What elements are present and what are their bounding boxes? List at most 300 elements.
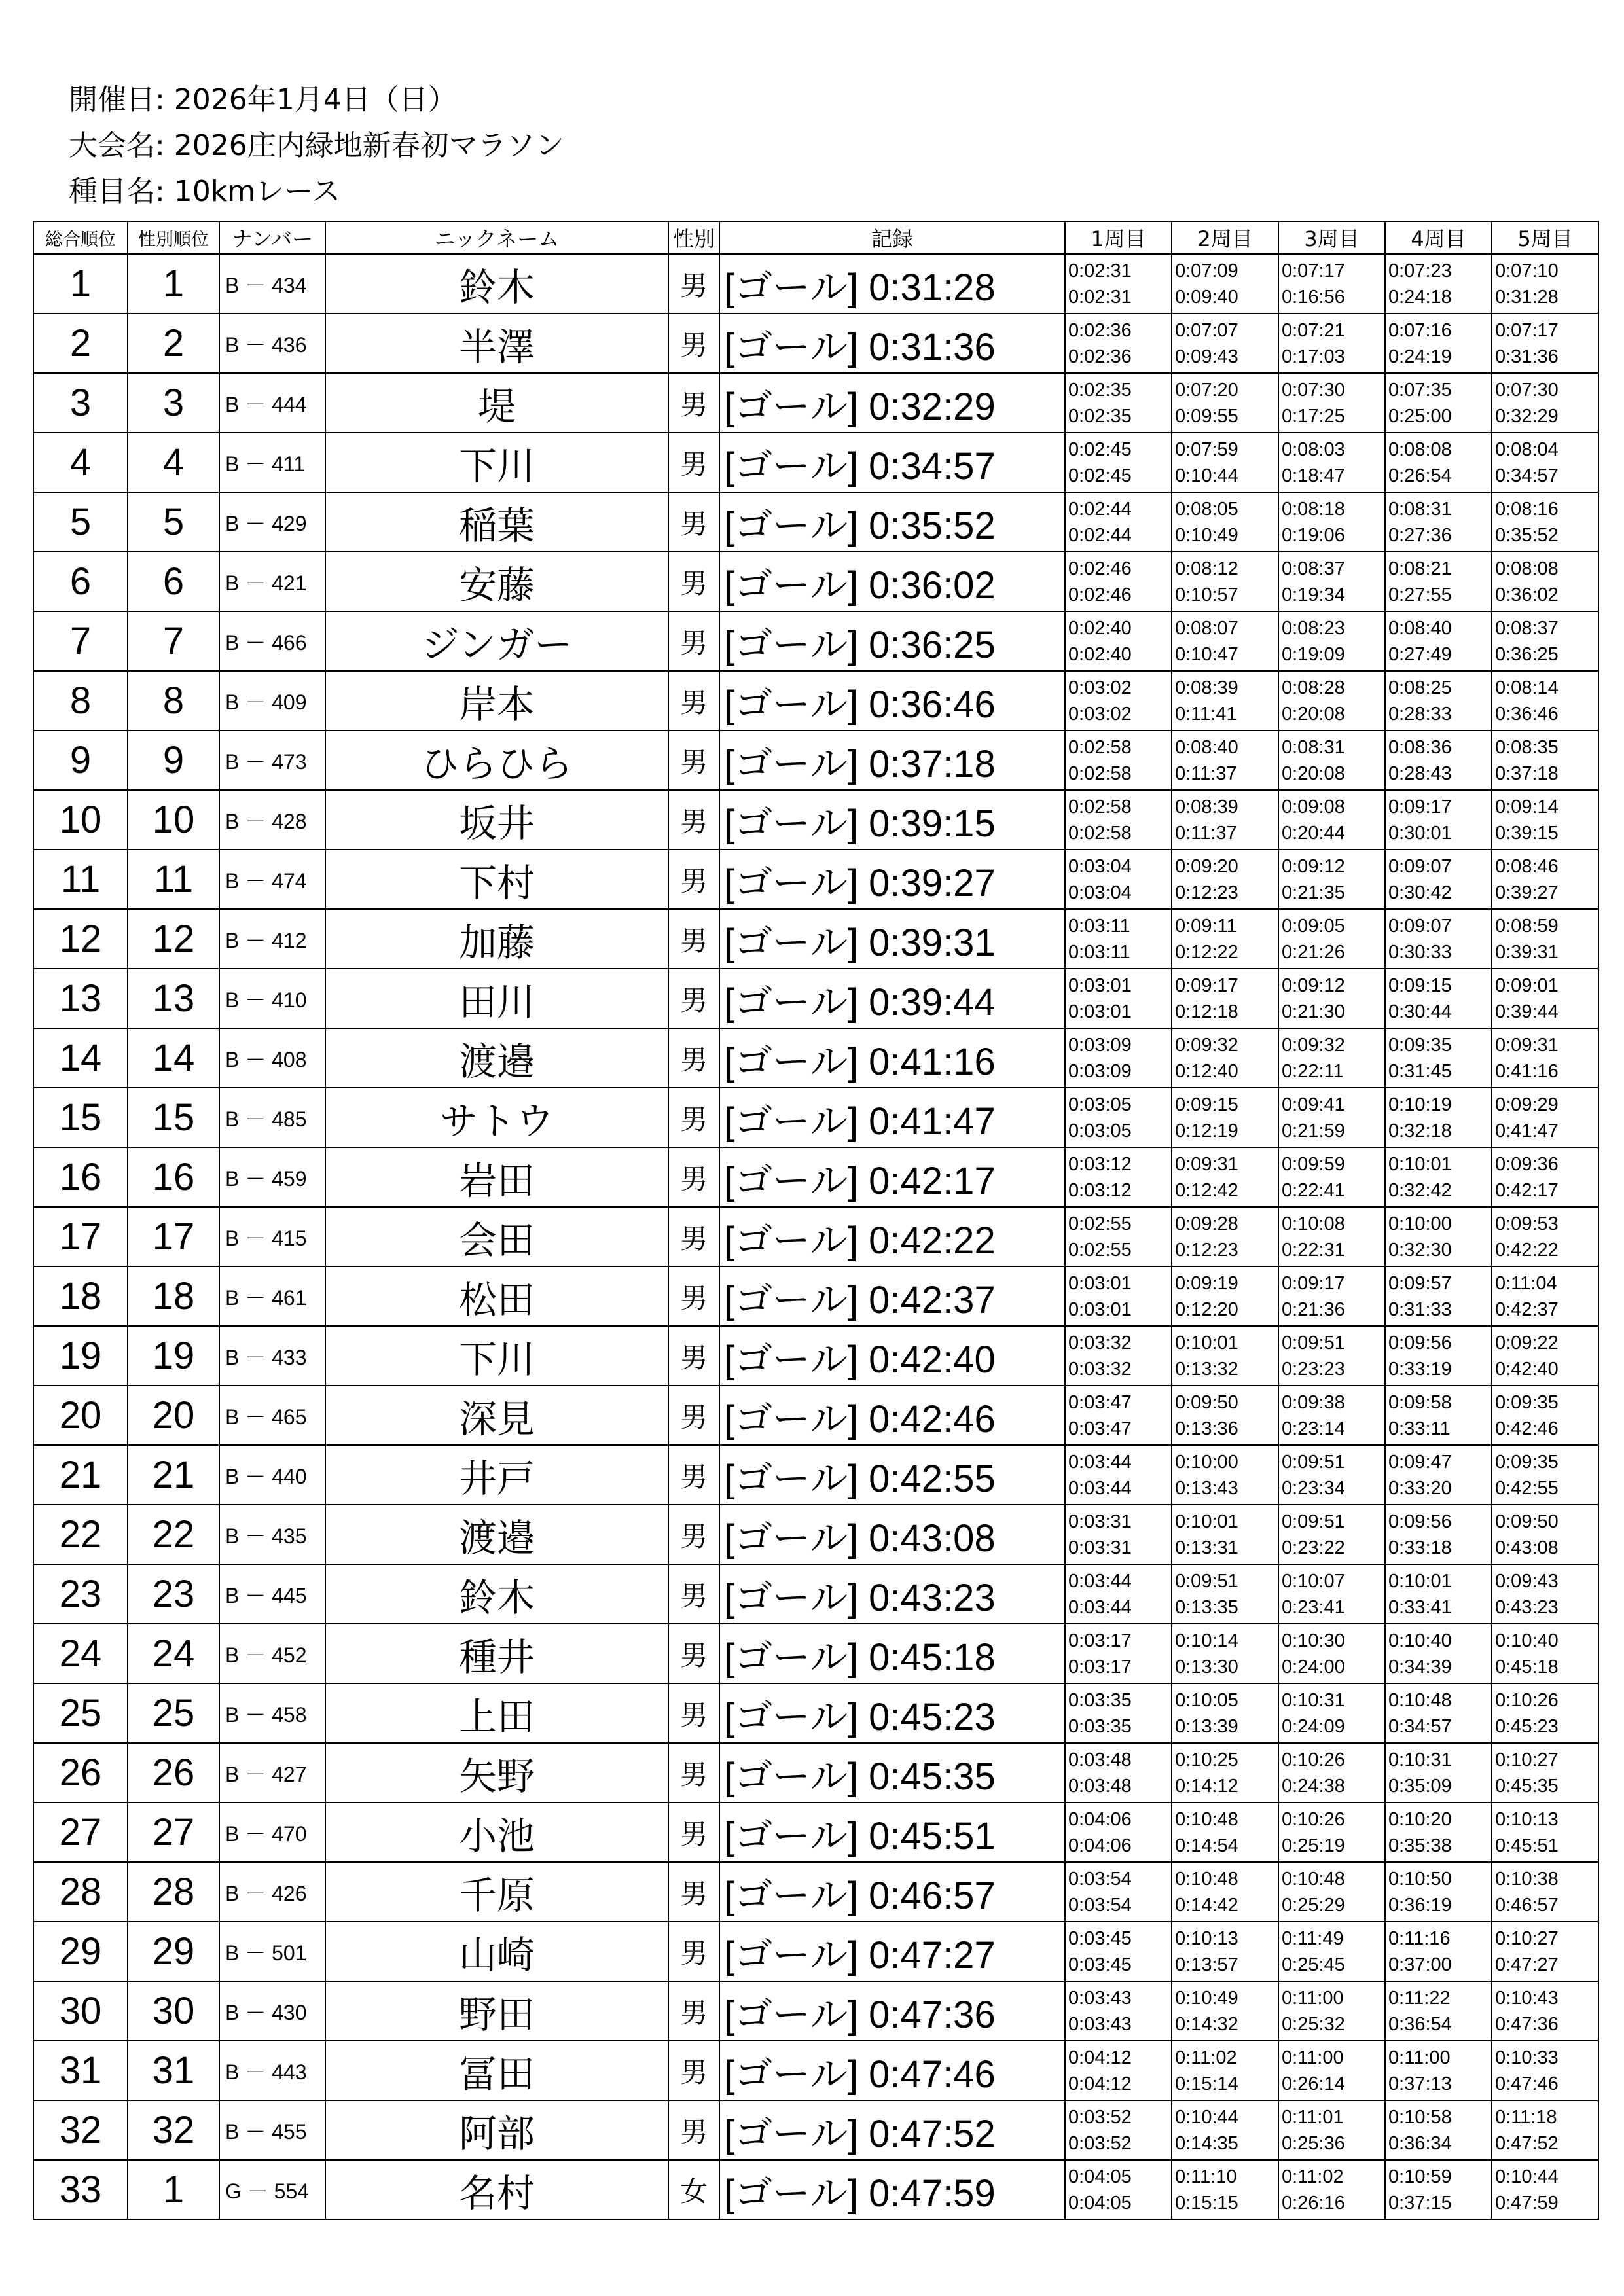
lap-1-cell: [1065, 1266, 1172, 1326]
lap-3-cell: [1278, 969, 1385, 1028]
lap-split-time: 0:09:12: [1282, 855, 1345, 877]
sex-cell: 男: [668, 314, 719, 373]
lap-split-time: 0:09:36: [1495, 1153, 1559, 1175]
lap-split-time: 0:08:31: [1282, 736, 1345, 758]
lap-split-time: 0:10:48: [1388, 1689, 1452, 1711]
table-row: [33, 1743, 1598, 1803]
lap-2-cell: [1172, 1505, 1278, 1564]
lap-split-time: 0:09:50: [1175, 1391, 1238, 1413]
lap-5-cell: [1492, 909, 1598, 969]
record-cell: [ゴール] 0:32:29: [719, 373, 1065, 433]
lap-cumulative-time: 0:03:35: [1068, 1715, 1132, 1737]
lap-split-time: 0:08:36: [1388, 736, 1452, 758]
lap-4-cell: [1385, 1803, 1492, 1862]
lap-5-cell: [1492, 2160, 1598, 2219]
lap-cumulative-time: 0:20:08: [1282, 762, 1345, 784]
overall-rank-cell: 23: [33, 1564, 128, 1624]
page-header: [69, 77, 564, 215]
table-row: [33, 1266, 1598, 1326]
lap-cumulative-time: 0:24:18: [1388, 286, 1452, 308]
lap-cumulative-time: 0:25:32: [1282, 2013, 1345, 2035]
lap-4-cell: [1385, 1683, 1492, 1743]
lap-cumulative-time: 0:25:19: [1282, 1835, 1345, 1856]
lap-2-cell: [1172, 2160, 1278, 2219]
lap-2-cell: [1172, 1564, 1278, 1624]
lap-split-time: 0:10:27: [1495, 1928, 1559, 1949]
lap-split-time: 0:10:44: [1175, 2106, 1238, 2128]
table-row: [33, 1088, 1598, 1147]
lap-3-cell: [1278, 1147, 1385, 1207]
record-cell: [ゴール] 0:42:55: [719, 1445, 1065, 1505]
lap-2-cell: [1172, 2100, 1278, 2160]
table-row: [33, 1028, 1598, 1088]
table-row: [33, 611, 1598, 671]
lap-cumulative-time: 0:03:44: [1068, 1477, 1132, 1499]
record-cell: [ゴール] 0:45:18: [719, 1624, 1065, 1683]
lap-split-time: 0:02:46: [1068, 558, 1132, 579]
record-cell: [ゴール] 0:47:36: [719, 1981, 1065, 2041]
lap-split-time: 0:08:39: [1175, 677, 1238, 698]
lap-split-time: 0:08:25: [1388, 677, 1452, 698]
lap-cumulative-time: 0:09:40: [1175, 286, 1238, 308]
lap-split-time: 0:09:53: [1495, 1213, 1559, 1234]
lap-1-cell: [1065, 2160, 1172, 2219]
lap-split-time: 0:11:00: [1282, 1987, 1344, 2009]
record-cell: [ゴール] 0:45:23: [719, 1683, 1065, 1743]
lap-cumulative-time: 0:37:13: [1388, 2073, 1452, 2094]
sex-cell: 男: [668, 1862, 719, 1922]
lap-split-time: 0:11:22: [1388, 1987, 1451, 2009]
lap-split-time: 0:02:36: [1068, 319, 1132, 341]
lap-cumulative-time: 0:03:31: [1068, 1537, 1132, 1558]
lap-5-cell: [1492, 1445, 1598, 1505]
lap-split-time: 0:09:19: [1175, 1272, 1238, 1294]
lap-1-cell: [1065, 1683, 1172, 1743]
lap-cumulative-time: 0:25:36: [1282, 2132, 1345, 2154]
lap-split-time: 0:04:05: [1068, 2166, 1132, 2187]
lap-cumulative-time: 0:24:09: [1282, 1715, 1345, 1737]
lap-cumulative-time: 0:46:57: [1495, 1894, 1559, 1916]
lap-5-cell: [1492, 1862, 1598, 1922]
lap-4-cell: [1385, 2100, 1492, 2160]
lap-1-cell: [1065, 671, 1172, 730]
lap-split-time: 0:11:01: [1282, 2106, 1344, 2128]
lap-split-time: 0:08:14: [1495, 677, 1559, 698]
lap-cumulative-time: 0:20:08: [1282, 703, 1345, 725]
lap-split-time: 0:03:32: [1068, 1332, 1132, 1354]
lap-2-cell: [1172, 1207, 1278, 1266]
gender-rank-cell: 31: [128, 2041, 219, 2100]
sex-cell: 男: [668, 2041, 719, 2100]
lap-split-time: 0:09:31: [1495, 1034, 1559, 1056]
lap-cumulative-time: 0:42:17: [1495, 1179, 1559, 1201]
lap-2-cell: [1172, 790, 1278, 850]
lap-1-cell: [1065, 1862, 1172, 1922]
table-row: [33, 492, 1598, 552]
sex-cell: 男: [668, 1743, 719, 1803]
nickname-cell: 岩田: [325, 1147, 668, 1207]
lap-cumulative-time: 0:43:08: [1495, 1537, 1559, 1558]
lap-3-cell: [1278, 2041, 1385, 2100]
lap-cumulative-time: 0:19:09: [1282, 643, 1345, 665]
lap-split-time: 0:10:05: [1175, 1689, 1238, 1711]
lap-split-time: 0:10:48: [1282, 1868, 1345, 1890]
lap-5-cell: [1492, 552, 1598, 611]
nickname-cell: 鈴木: [325, 254, 668, 314]
col-lap-2: 2周目: [1172, 221, 1278, 254]
lap-3-cell: [1278, 1088, 1385, 1147]
lap-1-cell: [1065, 1445, 1172, 1505]
lap-cumulative-time: 0:14:54: [1175, 1835, 1238, 1856]
lap-cumulative-time: 0:03:09: [1068, 1060, 1132, 1082]
lap-split-time: 0:09:20: [1175, 855, 1238, 877]
lap-cumulative-time: 0:42:22: [1495, 1239, 1559, 1261]
lap-cumulative-time: 0:30:33: [1388, 941, 1452, 963]
lap-cumulative-time: 0:36:25: [1495, 643, 1559, 665]
lap-2-cell: [1172, 1624, 1278, 1683]
sex-cell: 男: [668, 850, 719, 909]
nickname-cell: 加藤: [325, 909, 668, 969]
lap-split-time: 0:02:58: [1068, 736, 1132, 758]
lap-4-cell: [1385, 850, 1492, 909]
lap-4-cell: [1385, 433, 1492, 492]
overall-rank-cell: 4: [33, 433, 128, 492]
lap-cumulative-time: 0:41:47: [1495, 1120, 1559, 1141]
lap-cumulative-time: 0:31:33: [1388, 1299, 1452, 1320]
lap-cumulative-time: 0:26:16: [1282, 2192, 1345, 2214]
sex-cell: 男: [668, 433, 719, 492]
lap-cumulative-time: 0:12:42: [1175, 1179, 1238, 1201]
bib-number-cell: B － 459: [219, 1147, 325, 1207]
lap-cumulative-time: 0:24:19: [1388, 346, 1452, 367]
lap-4-cell: [1385, 671, 1492, 730]
lap-cumulative-time: 0:27:55: [1388, 584, 1452, 605]
lap-split-time: 0:11:10: [1175, 2166, 1237, 2187]
lap-3-cell: [1278, 1505, 1385, 1564]
col-lap-5: 5周目: [1492, 221, 1598, 254]
overall-rank-cell: 25: [33, 1683, 128, 1743]
lap-cumulative-time: 0:42:46: [1495, 1418, 1559, 1439]
lap-3-cell: [1278, 254, 1385, 314]
lap-cumulative-time: 0:02:55: [1068, 1239, 1132, 1261]
table-row: [33, 1564, 1598, 1624]
lap-5-cell: [1492, 1505, 1598, 1564]
nickname-cell: 冨田: [325, 2041, 668, 2100]
sex-cell: 男: [668, 1981, 719, 2041]
lap-split-time: 0:10:01: [1388, 1570, 1452, 1592]
lap-cumulative-time: 0:12:18: [1175, 1001, 1238, 1022]
lap-1-cell: [1065, 2041, 1172, 2100]
lap-split-time: 0:03:35: [1068, 1689, 1132, 1711]
lap-5-cell: [1492, 1147, 1598, 1207]
lap-split-time: 0:11:16: [1388, 1928, 1451, 1949]
lap-3-cell: [1278, 1207, 1385, 1266]
lap-cumulative-time: 0:14:32: [1175, 2013, 1238, 2035]
lap-cumulative-time: 0:25:29: [1282, 1894, 1345, 1916]
overall-rank-cell: 31: [33, 2041, 128, 2100]
overall-rank-cell: 17: [33, 1207, 128, 1266]
bib-number-cell: B － 427: [219, 1743, 325, 1803]
sex-cell: 男: [668, 671, 719, 730]
lap-split-time: 0:07:10: [1495, 260, 1559, 281]
lap-cumulative-time: 0:03:05: [1068, 1120, 1132, 1141]
gender-rank-cell: 17: [128, 1207, 219, 1266]
gender-rank-cell: 30: [128, 1981, 219, 2041]
lap-split-time: 0:07:16: [1388, 319, 1452, 341]
col-lap-1: 1周目: [1065, 221, 1172, 254]
overall-rank-cell: 3: [33, 373, 128, 433]
lap-4-cell: [1385, 2160, 1492, 2219]
lap-cumulative-time: 0:35:09: [1388, 1775, 1452, 1797]
lap-cumulative-time: 0:03:54: [1068, 1894, 1132, 1916]
lap-cumulative-time: 0:03:45: [1068, 1954, 1132, 1975]
lap-2-cell: [1172, 1743, 1278, 1803]
lap-cumulative-time: 0:03:17: [1068, 1656, 1132, 1677]
lap-split-time: 0:03:05: [1068, 1094, 1132, 1115]
lap-5-cell: [1492, 2041, 1598, 2100]
lap-cumulative-time: 0:27:49: [1388, 643, 1452, 665]
lap-5-cell: [1492, 1088, 1598, 1147]
lap-cumulative-time: 0:26:14: [1282, 2073, 1345, 2094]
lap-split-time: 0:03:44: [1068, 1570, 1132, 1592]
bib-number-cell: B － 409: [219, 671, 325, 730]
overall-rank-cell: 24: [33, 1624, 128, 1683]
overall-rank-cell: 28: [33, 1862, 128, 1922]
lap-2-cell: [1172, 1445, 1278, 1505]
lap-split-time: 0:10:40: [1495, 1630, 1559, 1651]
lap-cumulative-time: 0:03:02: [1068, 703, 1132, 725]
lap-split-time: 0:09:07: [1388, 855, 1452, 877]
lap-split-time: 0:11:02: [1282, 2166, 1344, 2187]
lap-split-time: 0:09:32: [1282, 1034, 1345, 1056]
sex-cell: 男: [668, 909, 719, 969]
record-cell: [ゴール] 0:41:47: [719, 1088, 1065, 1147]
lap-split-time: 0:10:26: [1282, 1749, 1345, 1770]
nickname-cell: 半澤: [325, 314, 668, 373]
lap-cumulative-time: 0:25:45: [1282, 1954, 1345, 1975]
lap-cumulative-time: 0:12:19: [1175, 1120, 1238, 1141]
table-row: [33, 790, 1598, 850]
lap-1-cell: [1065, 373, 1172, 433]
lap-cumulative-time: 0:22:31: [1282, 1239, 1345, 1261]
lap-split-time: 0:09:51: [1282, 1511, 1345, 1532]
overall-rank-cell: 15: [33, 1088, 128, 1147]
lap-5-cell: [1492, 314, 1598, 373]
lap-cumulative-time: 0:39:44: [1495, 1001, 1559, 1022]
lap-split-time: 0:03:11: [1068, 915, 1130, 937]
lap-cumulative-time: 0:39:31: [1495, 941, 1559, 963]
lap-2-cell: [1172, 1266, 1278, 1326]
bib-number-cell: B － 501: [219, 1922, 325, 1981]
sex-cell: 男: [668, 1505, 719, 1564]
record-cell: [ゴール] 0:31:36: [719, 314, 1065, 373]
lap-1-cell: [1065, 1564, 1172, 1624]
lap-split-time: 0:11:49: [1282, 1928, 1344, 1949]
lap-cumulative-time: 0:17:03: [1282, 346, 1345, 367]
lap-split-time: 0:09:15: [1175, 1094, 1238, 1115]
lap-split-time: 0:10:44: [1495, 2166, 1559, 2187]
lap-split-time: 0:10:33: [1495, 2047, 1559, 2068]
lap-4-cell: [1385, 1862, 1492, 1922]
bib-number-cell: B － 443: [219, 2041, 325, 2100]
overall-rank-cell: 22: [33, 1505, 128, 1564]
overall-rank-cell: 7: [33, 611, 128, 671]
lap-split-time: 0:08:07: [1175, 617, 1238, 639]
gender-rank-cell: 8: [128, 671, 219, 730]
lap-1-cell: [1065, 909, 1172, 969]
lap-4-cell: [1385, 1266, 1492, 1326]
gender-rank-cell: 10: [128, 790, 219, 850]
record-cell: [ゴール] 0:36:46: [719, 671, 1065, 730]
lap-5-cell: [1492, 1564, 1598, 1624]
lap-split-time: 0:07:35: [1388, 379, 1452, 401]
lap-cumulative-time: 0:35:52: [1495, 524, 1559, 546]
lap-cumulative-time: 0:34:57: [1495, 465, 1559, 486]
lap-split-time: 0:08:18: [1282, 498, 1345, 520]
bib-number-cell: B － 429: [219, 492, 325, 552]
lap-3-cell: [1278, 1386, 1385, 1445]
sex-cell: 男: [668, 1147, 719, 1207]
sex-cell: 女: [668, 2160, 719, 2219]
bib-number-cell: B － 461: [219, 1266, 325, 1326]
lap-split-time: 0:10:50: [1388, 1868, 1452, 1890]
gender-rank-cell: 20: [128, 1386, 219, 1445]
lap-split-time: 0:09:43: [1495, 1570, 1559, 1592]
record-cell: [ゴール] 0:42:17: [719, 1147, 1065, 1207]
lap-split-time: 0:08:28: [1282, 677, 1345, 698]
lap-1-cell: [1065, 254, 1172, 314]
lap-3-cell: [1278, 1922, 1385, 1981]
gender-rank-cell: 13: [128, 969, 219, 1028]
lap-cumulative-time: 0:02:58: [1068, 822, 1132, 844]
gender-rank-cell: 19: [128, 1326, 219, 1386]
overall-rank-cell: 14: [33, 1028, 128, 1088]
lap-cumulative-time: 0:03:48: [1068, 1775, 1132, 1797]
lap-cumulative-time: 0:21:35: [1282, 882, 1345, 903]
lap-split-time: 0:02:44: [1068, 498, 1132, 520]
lap-split-time: 0:09:35: [1495, 1391, 1559, 1413]
lap-cumulative-time: 0:47:52: [1495, 2132, 1559, 2154]
nickname-cell: 小池: [325, 1803, 668, 1862]
lap-4-cell: [1385, 611, 1492, 671]
lap-1-cell: [1065, 1624, 1172, 1683]
overall-rank-cell: 19: [33, 1326, 128, 1386]
lap-3-cell: [1278, 552, 1385, 611]
lap-cumulative-time: 0:13:39: [1175, 1715, 1238, 1737]
lap-4-cell: [1385, 254, 1492, 314]
lap-split-time: 0:08:08: [1495, 558, 1559, 579]
lap-1-cell: [1065, 314, 1172, 373]
lap-4-cell: [1385, 2041, 1492, 2100]
gender-rank-cell: 14: [128, 1028, 219, 1088]
lap-split-time: 0:09:05: [1282, 915, 1345, 937]
lap-split-time: 0:10:31: [1282, 1689, 1345, 1711]
lap-cumulative-time: 0:03:01: [1068, 1299, 1132, 1320]
lap-split-time: 0:09:17: [1388, 796, 1452, 817]
sex-cell: 男: [668, 1683, 719, 1743]
bib-number-cell: B － 408: [219, 1028, 325, 1088]
lap-5-cell: [1492, 254, 1598, 314]
lap-split-time: 0:10:01: [1175, 1332, 1238, 1354]
table-row: [33, 969, 1598, 1028]
nickname-cell: 安藤: [325, 552, 668, 611]
lap-split-time: 0:09:56: [1388, 1332, 1452, 1354]
lap-cumulative-time: 0:36:34: [1388, 2132, 1452, 2154]
lap-split-time: 0:10:48: [1175, 1808, 1238, 1830]
nickname-cell: サトウ: [325, 1088, 668, 1147]
lap-4-cell: [1385, 790, 1492, 850]
lap-split-time: 0:09:57: [1388, 1272, 1452, 1294]
lap-5-cell: [1492, 2100, 1598, 2160]
lap-cumulative-time: 0:13:32: [1175, 1358, 1238, 1380]
lap-1-cell: [1065, 969, 1172, 1028]
bib-number-cell: B － 444: [219, 373, 325, 433]
lap-4-cell: [1385, 314, 1492, 373]
bib-number-cell: B － 455: [219, 2100, 325, 2160]
lap-split-time: 0:08:08: [1388, 439, 1452, 460]
table-row: [33, 1803, 1598, 1862]
lap-cumulative-time: 0:36:19: [1388, 1894, 1452, 1916]
lap-split-time: 0:10:26: [1495, 1689, 1559, 1711]
lap-cumulative-time: 0:10:47: [1175, 643, 1238, 665]
sex-cell: 男: [668, 1803, 719, 1862]
sex-cell: 男: [668, 1624, 719, 1683]
sex-cell: 男: [668, 1028, 719, 1088]
lap-split-time: 0:08:03: [1282, 439, 1345, 460]
lap-split-time: 0:09:32: [1175, 1034, 1238, 1056]
bib-number-cell: B － 411: [219, 433, 325, 492]
lap-4-cell: [1385, 1147, 1492, 1207]
overall-rank-cell: 12: [33, 909, 128, 969]
lap-cumulative-time: 0:12:23: [1175, 1239, 1238, 1261]
lap-2-cell: [1172, 1386, 1278, 1445]
bib-number-cell: B － 428: [219, 790, 325, 850]
record-cell: [ゴール] 0:45:35: [719, 1743, 1065, 1803]
nickname-cell: ジンガー: [325, 611, 668, 671]
record-cell: [ゴール] 0:45:51: [719, 1803, 1065, 1862]
lap-split-time: 0:08:37: [1495, 617, 1559, 639]
lap-split-time: 0:11:04: [1495, 1272, 1557, 1294]
lap-4-cell: [1385, 1326, 1492, 1386]
lap-split-time: 0:09:22: [1495, 1332, 1559, 1354]
nickname-cell: 堤: [325, 373, 668, 433]
event-category: 種目名: 10kmレース: [69, 175, 340, 208]
lap-5-cell: [1492, 611, 1598, 671]
lap-2-cell: [1172, 1088, 1278, 1147]
lap-split-time: 0:08:37: [1282, 558, 1345, 579]
lap-cumulative-time: 0:34:39: [1388, 1656, 1452, 1677]
lap-split-time: 0:07:59: [1175, 439, 1238, 460]
lap-split-time: 0:09:59: [1282, 1153, 1345, 1175]
lap-2-cell: [1172, 433, 1278, 492]
nickname-cell: 会田: [325, 1207, 668, 1266]
lap-1-cell: [1065, 1922, 1172, 1981]
gender-rank-cell: 1: [128, 2160, 219, 2219]
table-row: [33, 1505, 1598, 1564]
lap-cumulative-time: 0:24:38: [1282, 1775, 1345, 1797]
bib-number-cell: B － 415: [219, 1207, 325, 1266]
lap-cumulative-time: 0:47:36: [1495, 2013, 1559, 2035]
lap-3-cell: [1278, 1445, 1385, 1505]
lap-split-time: 0:08:39: [1175, 796, 1238, 817]
lap-cumulative-time: 0:11:37: [1175, 762, 1237, 784]
lap-cumulative-time: 0:02:40: [1068, 643, 1132, 665]
overall-rank-cell: 5: [33, 492, 128, 552]
col-bib: ナンバー: [219, 221, 325, 254]
lap-5-cell: [1492, 1207, 1598, 1266]
nickname-cell: 渡邉: [325, 1505, 668, 1564]
record-cell: [ゴール] 0:35:52: [719, 492, 1065, 552]
